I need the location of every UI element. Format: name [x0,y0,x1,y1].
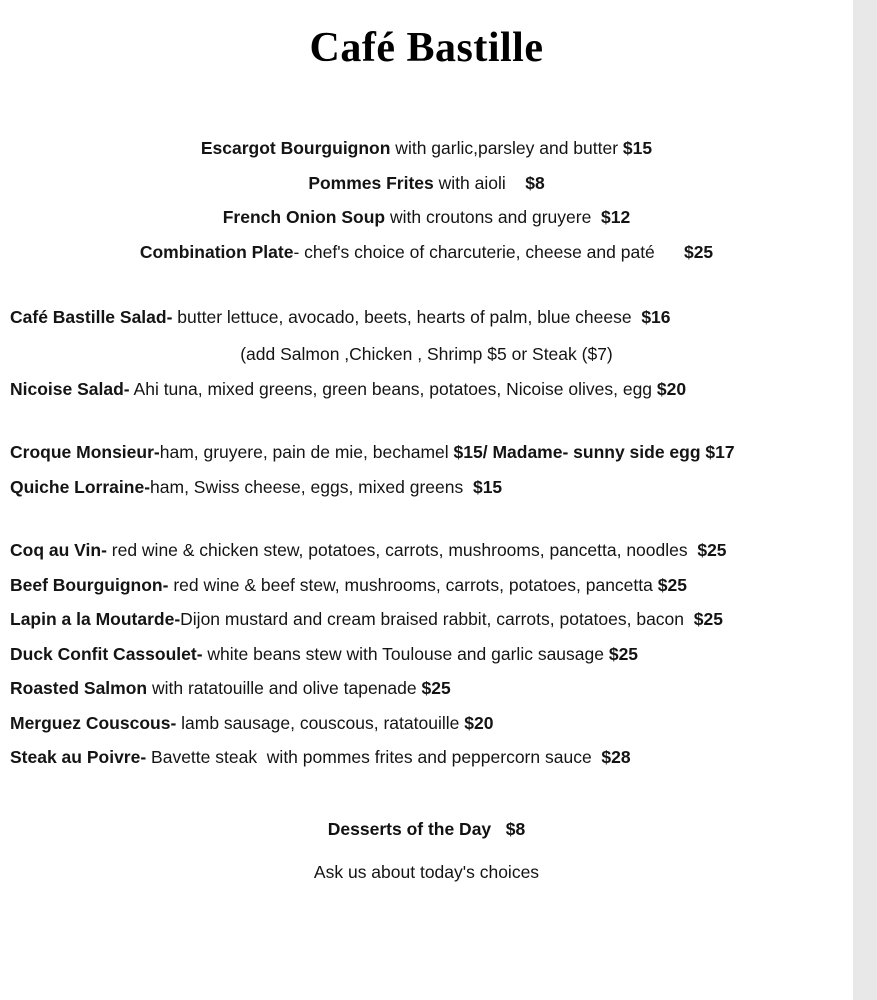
menu-item-description: with garlic,parsley and butter [390,138,623,158]
menu-item-price: $25 [608,643,639,664]
menu-item-description: red wine & beef stew, mushrooms, carrots, potatoes, pancetta [168,574,658,595]
menu-item-price: $12 [601,207,631,227]
menu-item-description: Bavette steak with pommes frites and peppercorn sauce [146,747,602,767]
menu-item [0,542,853,560]
menu-item-description: butter lettuce, avocado, beets, hearts of palm, blue cheese [172,307,642,327]
menu-item [0,172,853,193]
menu-item-price: $25 [693,609,723,629]
menu-item-price: $25 [421,678,451,698]
desserts-heading: Desserts of the Day [327,818,492,839]
menu-item-price: $20 [464,712,494,733]
menu-item-price: $28 [601,747,631,767]
menu-item-name: Roasted Salmon [10,678,148,698]
menu-item [0,309,853,327]
menu-item-name: Escargot Bourguignon [200,138,391,158]
menu-item-name: Croque Monsieur- [10,442,160,462]
section-appetizers [0,140,853,261]
desserts-heading-line [0,819,853,840]
menu-item-name: Nicoise Salad- [10,378,130,399]
menu-item-description: with aioli [433,172,526,193]
menu-item-name: Café Bastille Salad- [10,307,173,327]
menu-item [0,476,853,497]
menu-item [0,611,853,629]
menu-item-price: $25 [657,574,687,595]
menu-item-description: red wine & chicken stew, potatoes, carrots, mushrooms, pancetta, noodles [106,540,698,560]
menu-item-price: $25 [683,241,714,262]
menu-item-description: - chef's choice of charcuterie, cheese and paté [293,241,684,262]
menu-item-price: $15/ Madame- sunny side egg $17 [453,442,735,462]
salad-addon-note: (add Salmon ,Chicken , Shrimp $5 or Steak ($7) [240,343,613,364]
menu-item-name: Coq au Vin- [10,540,107,560]
menu-item-name: Steak au Poivre- [10,747,147,767]
menu-item-description: lamb sausage, couscous, ratatouille [176,712,465,733]
section-brunch [0,444,853,496]
menu-item-name: Lapin a la Moutarde- [10,609,181,629]
menu-item [0,378,853,399]
menu-item-price: $16 [641,307,671,327]
menu-item-description: ham, Swiss cheese, eggs, mixed greens [150,476,473,497]
menu-item-name: Beef Bourguignon- [10,574,169,595]
menu-item [0,140,853,158]
menu-item-description: white beans stew with Toulouse and garlic sausage [202,643,609,664]
menu-item-name: Pommes Frites [308,172,434,193]
menu-item-name: Merguez Couscous- [10,712,177,733]
desserts-price: $8 [505,818,526,839]
menu-item-description: Dijon mustard and cream braised rabbit, carrots, potatoes, bacon [180,609,694,629]
menu-item-name: Combination Plate [139,241,294,262]
section-salads [0,309,853,398]
menu-item-name: French Onion Soup [222,207,386,227]
section-desserts [0,819,853,883]
desserts-note: Ask us about today's choices [313,861,540,882]
menu-item-description: Ahi tuna, mixed greens, green beans, potatoes, Nicoise olives, egg [129,378,657,399]
menu-item [0,680,853,698]
menu-item-description: with croutons and gruyere [385,207,602,227]
section-mains [0,542,853,767]
menu-item-price: $20 [656,378,687,399]
menu-item-price: $8 [525,172,545,193]
page-right-margin [853,0,877,1000]
menu-item [0,712,853,733]
menu-item-name: Duck Confit Cassoulet- [10,643,203,664]
menu-item [0,574,853,595]
menu-item-price: $15 [622,138,653,158]
menu-item [0,643,853,664]
page-title: Café Bastille [309,25,544,71]
menu-item-price: $25 [697,540,727,560]
menu-item [0,209,853,227]
menu-item-price: $15 [472,476,503,497]
menu-item-description: ham, gruyere, pain de mie, bechamel [159,442,454,462]
menu-item [0,444,853,462]
menu-item-description: with ratatouille and olive tapenade [147,678,422,698]
menu-item [0,241,853,262]
menu-item [0,749,853,767]
menu-item-name: Quiche Lorraine- [10,476,151,497]
